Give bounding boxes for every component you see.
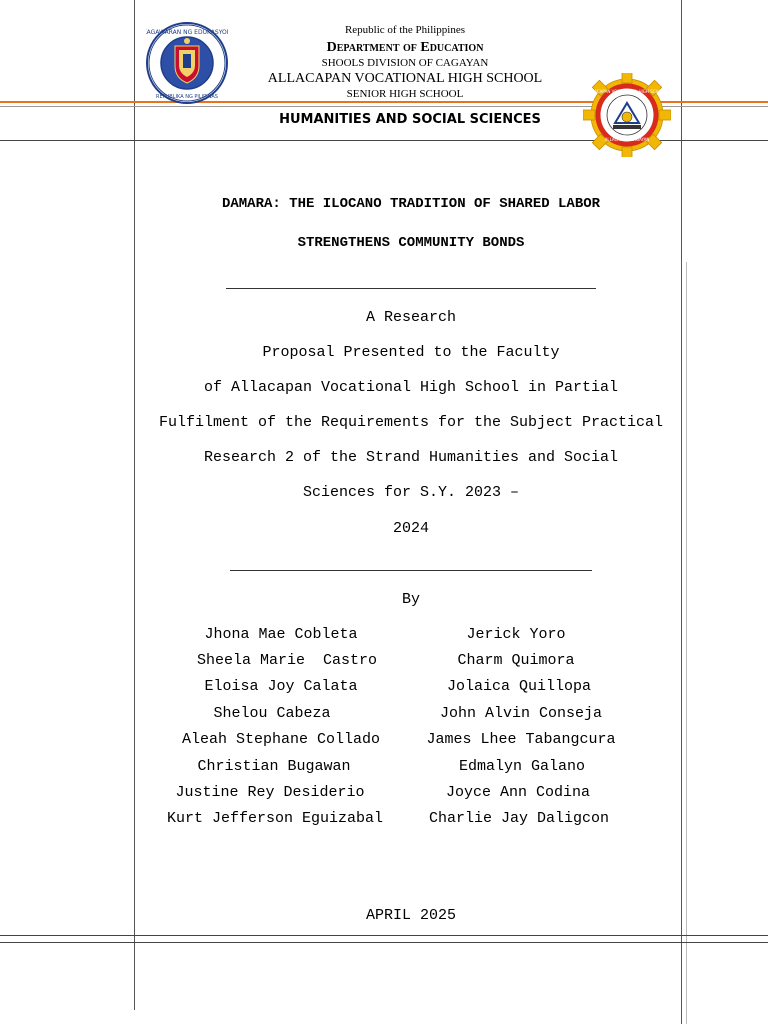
author-name: Jolaica Quillopa <box>446 678 592 695</box>
research-title-line-2: STRENGTHENS COMMUNITY BONDS <box>297 235 525 251</box>
by-label: By <box>401 591 420 608</box>
author-name: Charlie Jay Daligcon <box>428 810 610 827</box>
footer-rule-top <box>0 935 768 936</box>
strand-label: HUMANITIES AND SOCIAL SCIENCES <box>279 112 541 127</box>
author-name: Aleah Stephane Collado <box>181 731 381 748</box>
school-gear-seal-icon <box>583 73 671 157</box>
school-name: ALLACAPAN VOCATIONAL HIGH SCHOOL <box>267 71 543 86</box>
author-name: Christian Bugawan <box>197 758 351 775</box>
proposal-line: Research 2 of the Strand Humanities and Social <box>203 449 619 466</box>
author-name: Edmalyn Galano <box>458 758 586 775</box>
submission-date: APRIL 2025 <box>365 907 456 924</box>
school-seal-ring-top: ALLACAPAN VOCATIONAL HIGH SCHOOL <box>586 89 668 94</box>
proposal-line: of Allacapan Vocational High School in Partial <box>203 379 619 396</box>
republic-label: Republic of the Philippines <box>344 24 466 36</box>
title-divider <box>226 288 596 289</box>
deped-seal-icon <box>146 22 228 104</box>
proposal-line: Proposal Presented to the Faculty <box>262 344 560 361</box>
author-name: Eloisa Joy Calata <box>204 678 358 695</box>
deped-seal-ring-top: KAGAWARAN NG EDUKASYON <box>146 29 228 36</box>
author-name: Shelou Cabeza <box>213 705 331 722</box>
division-label: SHOOLS DIVISION OF CAGAYAN <box>321 57 489 69</box>
author-name: James Lhee Tabangcura <box>426 731 616 748</box>
proposal-line: 2024 <box>392 520 429 537</box>
proposal-line: A Research <box>365 309 456 326</box>
school-seal-ring-bottom: ALLACAPAN, CAGAYAN <box>604 137 650 142</box>
author-name: Kurt Jefferson Eguizabal <box>166 810 384 827</box>
author-name: Justine Rey Desiderio <box>175 784 365 801</box>
author-name: Jhona Mae Cobleta <box>204 626 358 643</box>
footer-rule-bottom <box>0 942 768 943</box>
proposal-line: Fulfilment of the Requirements for the Subject Practical <box>158 414 664 431</box>
author-name: Sheela Marie Castro <box>196 652 378 669</box>
proposal-divider <box>230 570 592 571</box>
deped-seal-ring-bottom: REPUBLIKA NG PILIPINAS <box>156 94 218 100</box>
author-name: Joyce Ann Codina <box>445 784 591 801</box>
department-label: Department of Education <box>326 40 484 55</box>
author-name: Jerick Yoro <box>466 626 566 643</box>
author-name: Charm Quimora <box>457 652 575 669</box>
author-name: John Alvin Conseja <box>439 705 603 722</box>
proposal-line: Sciences for S.Y. 2023 – <box>302 484 520 501</box>
frame-left-line <box>134 0 135 1010</box>
frame-right-line <box>681 0 682 1024</box>
research-title-line-1: DAMARA: THE ILOCANO TRADITION OF SHARED LABOR <box>221 196 601 212</box>
school-level: SENIOR HIGH SCHOOL <box>346 88 464 100</box>
